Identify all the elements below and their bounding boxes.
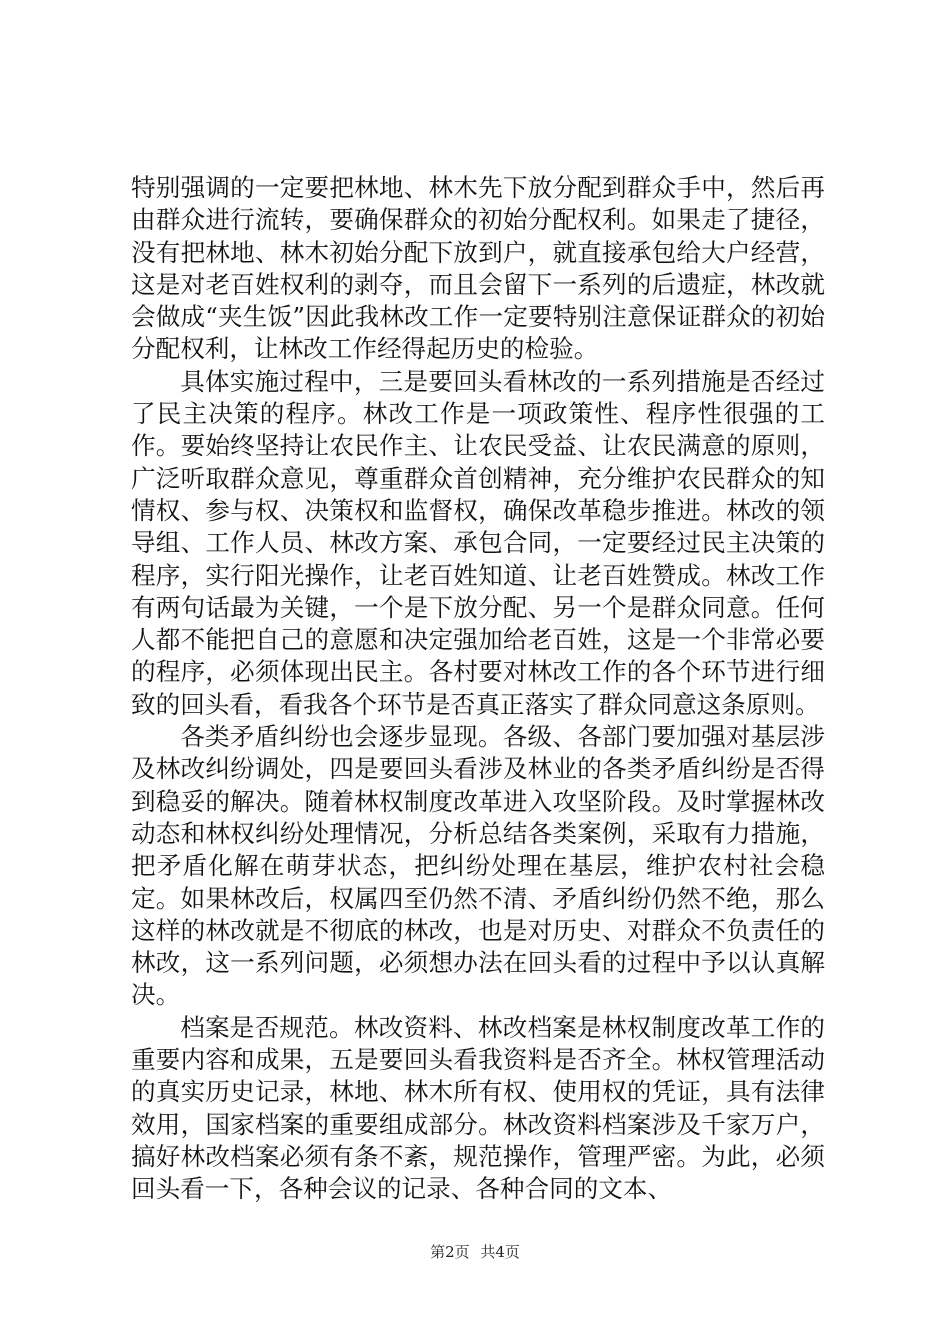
page-number: 第2页 <box>430 1243 470 1261</box>
page-total: 共4页 <box>480 1243 520 1261</box>
paragraph-1: 特别强调的一定要把林地、林木先下放分配到群众手中，然后再由群众进行流转，要确保群众的初始分配权利。如果走了捷径，没有把林地、林木初始分配下放到户，就直接承包给大户经营，这是对老百姓权利的剥夺，而且会留下一系列的后遗症，林改就会做成“夹生饭”因此我林改工作一定要特别注意保证群众的初始分配权利，让林改工作经得起历史的检验。 <box>131 173 825 364</box>
paragraph-2: 具体实施过程中，三是要回头看林改的一系列措施是否经过了民主决策的程序。林改工作是一项政策性、程序性很强的工作。要始终坚持让农民作主、让农民受益、让农民满意的原则，广泛听取群众意见，尊重群众首创精神，充分维护农民群众的知情权、参与权、决策权和监督权，确保改革稳步推进。林改的领导组、工作人员、林改方案、承包合同，一定要经过民主决策的程序，实行阳光操作，让老百姓知道、让老百姓赞成。林改工作有两句话最为关键，一个是下放分配、另一个是群众同意。任何人都不能把自己的意愿和决定强加给老百姓，这是一个非常必要的程序，必须体现出民主。各村要对林改工作的各个环节进行细致的回头看，看我各个环节是否真正落实了群众同意这条原则。 <box>131 366 825 719</box>
document-body <box>131 172 825 1206</box>
paragraph-4: 档案是否规范。林改资料、林改档案是林权制度改革工作的重要内容和成果，五是要回头看我资料是否齐全。林权管理活动的真实历史记录，林地、林木所有权、使用权的凭证，具有法律效用，国家档案的重要组成部分。林改资料档案涉及千家万户，搞好林改档案必须有条不紊，规范操作，管理严密。为此，必须回头看一下，各种会议的记录、各种合同的文本、 <box>131 1012 825 1204</box>
page-footer <box>0 1242 950 1262</box>
paragraph-3: 各类矛盾纠纷也会逐步显现。各级、各部门要加强对基层涉及林改纠纷调处，四是要回头看涉及林业的各类矛盾纠纷是否得到稳妥的解决。随着林权制度改革进入攻坚阶段。及时掌握林改动态和林权纠纷处理情况，分析总结各类案例，采取有力措施，把矛盾化解在萌芽状态，把纠纷处理在基层，维护农村社会稳定。如果林改后，权属四至仍然不清、矛盾纠纷仍然不绝，那么这样的林改就是不彻底的林改，也是对历史、对群众不负责任的林改，这一系列问题，必须想办法在回头看的过程中予以认真解决。 <box>131 722 825 1010</box>
